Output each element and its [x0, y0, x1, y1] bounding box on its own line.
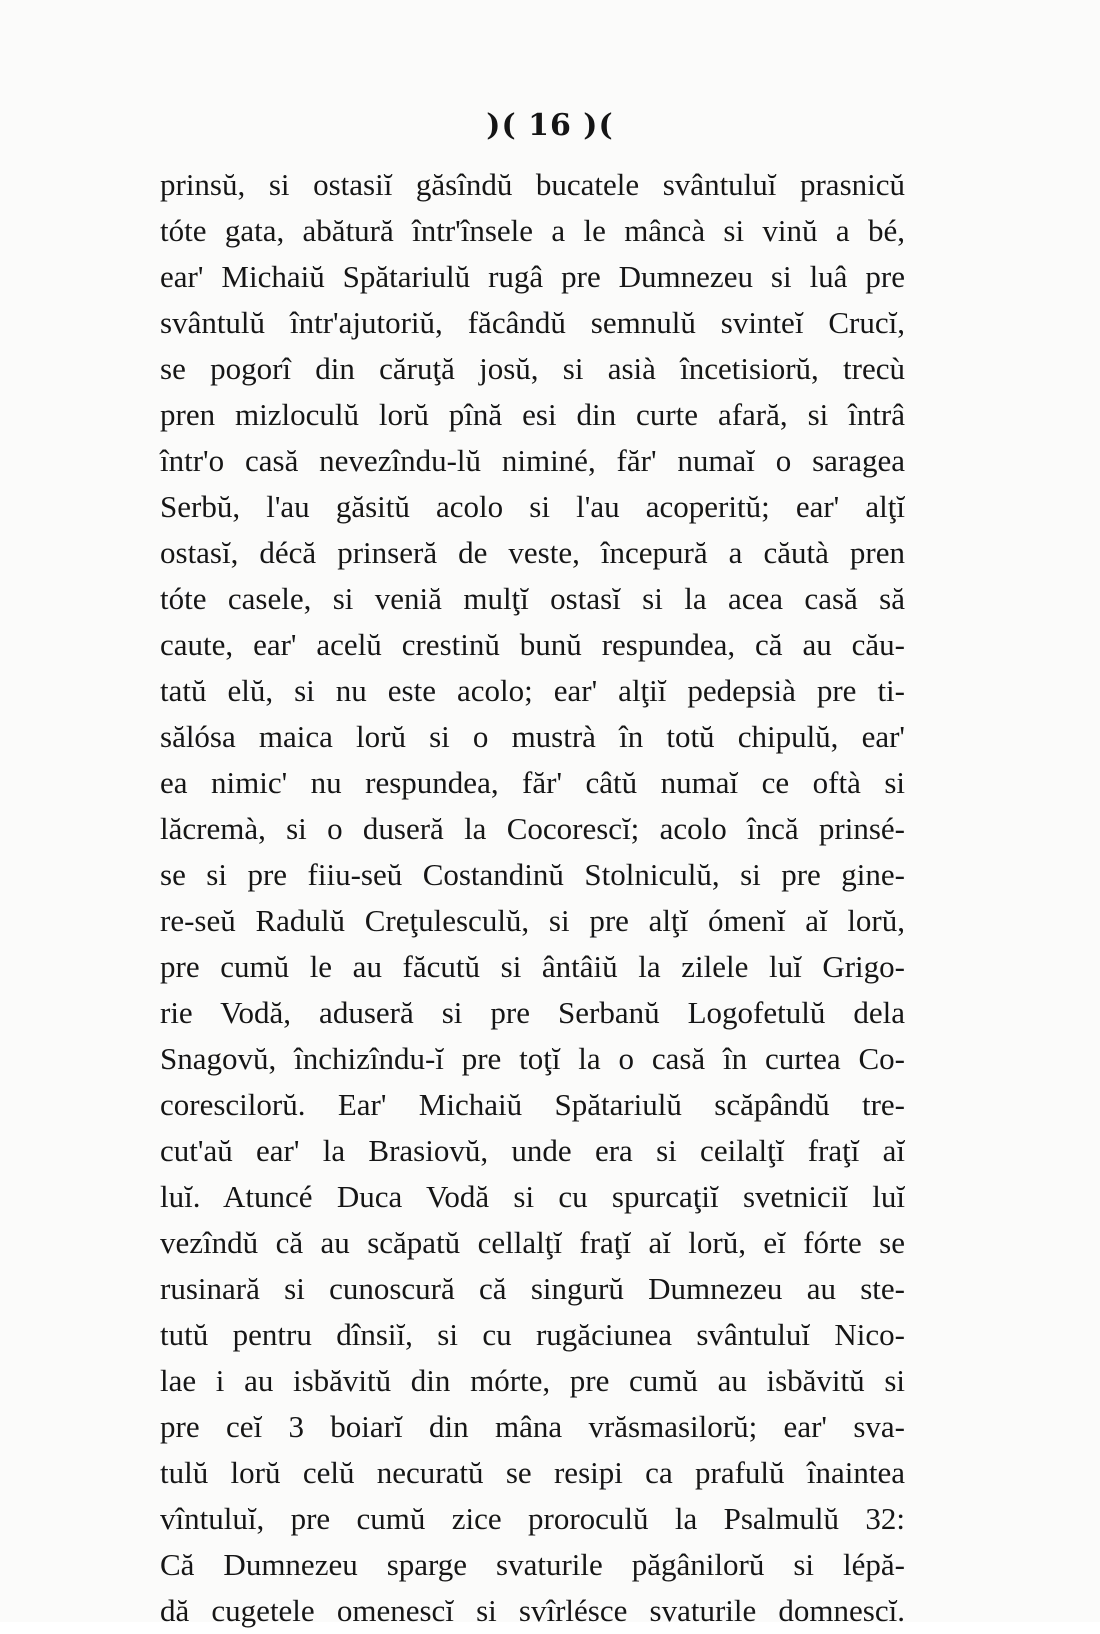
text-line: Snagovŭ, închizîndu-ĭ pre toţĭ la o casă în curtea Co-	[160, 1041, 905, 1076]
text-line: luĭ. Atuncé Duca Vodă si cu spurcaţiĭ svetniciĭ luĭ	[160, 1179, 905, 1214]
text-line: Că Dumnezeu sparge svaturile păgânilorŭ si lépă-	[160, 1547, 905, 1582]
text-line: pren mizloculŭ lorŭ pînă esi din curte afară, si întrâ	[160, 397, 905, 432]
text-line: se si pre fiiu-seŭ Costandinŭ Stolniculŭ, si pre gine-	[160, 857, 905, 892]
text-line: Serbŭ, l'au găsitŭ acolo si l'au acoperitŭ; ear' alţĭ	[160, 489, 905, 524]
text-line: lăcremà, si o duseră la Cocorescĭ; acolo încă prinsé-	[160, 811, 905, 846]
text-line: vîntuluĭ, pre cumŭ zice proroculŭ la Psalmulŭ 32:	[160, 1501, 905, 1536]
body-text	[160, 162, 905, 1634]
text-line: ostasĭ, décă prinseră de veste, începură a căutà pren	[160, 535, 905, 570]
text-line: tóte casele, si veniă mulţĭ ostasĭ si la acea casă să	[160, 581, 905, 616]
text-line: prinsŭ, si ostasiĭ găsîndŭ bucatele svântuluĭ prasnicŭ	[160, 167, 905, 202]
text-line: svântulŭ într'ajutoriŭ, făcândŭ semnulŭ svinteĭ Crucĭ,	[160, 305, 905, 340]
text-line: tatŭ elŭ, si nu este acolo; ear' alţiĭ pedepsià pre ti-	[160, 673, 905, 708]
text-line: vezîndŭ că au scăpatŭ cellalţĭ fraţĭ aĭ lorŭ, eĭ fórte se	[160, 1225, 905, 1260]
page-number: )( 16 )(	[486, 108, 614, 143]
text-line: într'o casă nevezîndu-lŭ niminé, făr' numaĭ o saragea	[160, 443, 905, 478]
text-line: re-seŭ Radulŭ Creţulesculŭ, si pre alţĭ ómenĭ aĭ lorŭ,	[160, 903, 905, 938]
text-line: ea nimic' nu respundea, făr' câtŭ numaĭ ce oftà si	[160, 765, 905, 800]
text-line: dă cugetele omenescĭ si svîrlésce svaturile domnescĭ.	[160, 1593, 905, 1628]
text-line: rie Vodă, aduseră si pre Serbanŭ Logofetulŭ dela	[160, 995, 905, 1030]
text-line: rusinară si cunoscură că singurŭ Dumnezeu au ste-	[160, 1271, 905, 1306]
text-line: caute, ear' acelŭ crestinŭ bunŭ respundea, că au cău-	[160, 627, 905, 662]
text-line: tóte gata, abătură într'însele a le mâncà si vinŭ a bé,	[160, 213, 905, 248]
text-line: tutŭ pentru dînsiĭ, si cu rugăciunea svântuluĭ Nico-	[160, 1317, 905, 1352]
text-line: ear' Michaiŭ Spătariulŭ rugâ pre Dumnezeu si luâ pre	[160, 259, 905, 294]
text-line: sălósa maica lorŭ si o mustrà în totŭ chipulŭ, ear'	[160, 719, 905, 754]
text-line: corescilorŭ. Ear' Michaiŭ Spătariulŭ scăpândŭ tre-	[160, 1087, 905, 1122]
text-line: se pogorî din căruţă josŭ, si asià încetisiorŭ, trecù	[160, 351, 905, 386]
text-line: pre ceĭ 3 boiarĭ din mâna vrăsmasilorŭ; ear' sva-	[160, 1409, 905, 1444]
text-line: tulŭ lorŭ celŭ necuratŭ se resipi ca prafulŭ înaintea	[160, 1455, 905, 1490]
text-line: lae i au isbăvitŭ din mórte, pre cumŭ au isbăvitŭ si	[160, 1363, 905, 1398]
text-line: cut'aŭ ear' la Brasiovŭ, unde era si ceilalţĭ fraţĭ aĭ	[160, 1133, 905, 1168]
text-line: pre cumŭ le au făcutŭ si ântâiŭ la zilele luĭ Grigo-	[160, 949, 905, 984]
